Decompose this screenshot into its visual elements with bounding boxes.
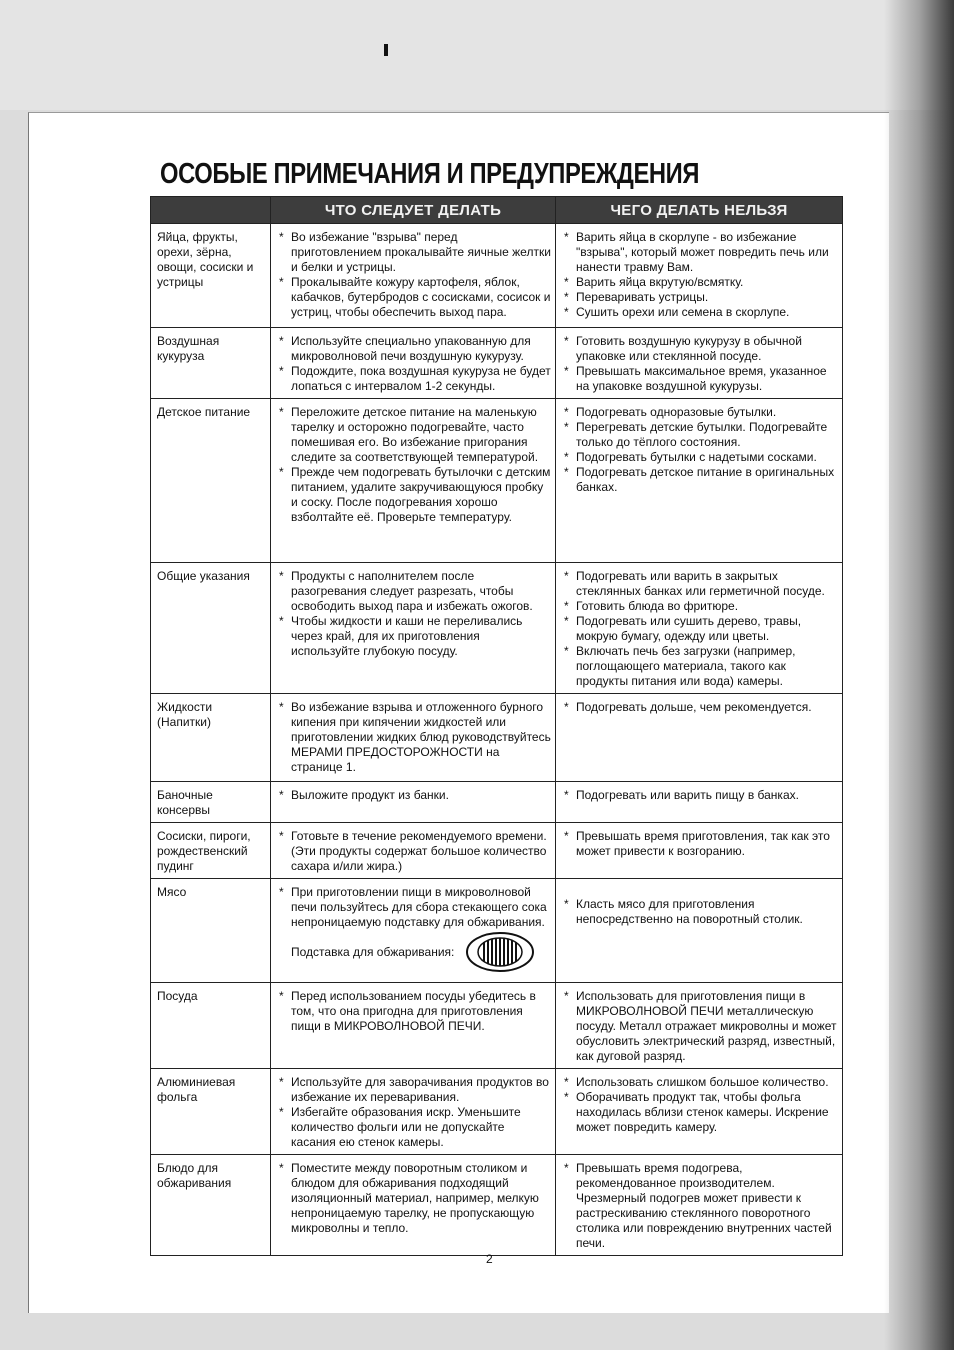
dont-cell [556, 399, 843, 563]
roasting-stand-icon [464, 930, 536, 974]
table-row [151, 328, 843, 399]
do-cell [271, 1069, 556, 1155]
do-cell [271, 399, 556, 563]
table-row [151, 879, 843, 983]
do-item: * Избегайте образования искр. Уменьшите количество фольги или не допускайте касания ею стенок камеры. [277, 1105, 551, 1150]
scan-mark [384, 44, 388, 56]
do-item: * Выложите продукт из банки. [277, 788, 551, 803]
dont-item: * Переваривать устрицы. [562, 290, 838, 305]
do-item: * Используйте для заворачивания продуктов во избежание их переваривания. [277, 1075, 551, 1105]
do-item: * Прокалывайте кожуру картофеля, яблок, кабачков, бутербродов с сосисками, сосисок и устриц, чтобы обеспечить выход пара. [277, 275, 551, 320]
table-row [151, 224, 843, 328]
do-cell [271, 879, 556, 983]
header-dont: ЧЕГО ДЕЛАТЬ НЕЛЬЗЯ [556, 197, 843, 224]
do-item: * Подождите, пока воздушная кукуруза не будет лопаться с интервалом 1-2 секунды. [277, 364, 551, 394]
table-row [151, 1069, 843, 1155]
dont-item: * Подогревать или сушить дерево, травы, мокрую бумагу, одежду или цветы. [562, 614, 838, 644]
do-item: * Продукты с наполнителем после разогревания следует разрезать, чтобы освободить выход пара и избежать ожогов. [277, 569, 551, 614]
scan-background-top [0, 0, 954, 110]
notes-table [150, 196, 843, 1256]
row-category: Мясо [151, 879, 271, 983]
do-cell [271, 782, 556, 823]
do-item: * Перед использованием посуды убедитесь в том, что она пригодна для приготовления пищи в МИКРОВОЛНОВОЙ ПЕЧИ. [277, 989, 551, 1034]
dont-item: * Готовить блюда во фритюре. [562, 599, 838, 614]
table-row [151, 983, 843, 1069]
row-category: Посуда [151, 983, 271, 1069]
dont-item: * Подогревать бутылки с надетыми сосками. [562, 450, 838, 465]
dont-item: * Подогревать одноразовые бутылки. [562, 405, 838, 420]
table-row [151, 563, 843, 694]
dont-item: * Варить яйца в скорлупе - во избежание "взрыва", который может повредить печь или нанести травму Вам. [562, 230, 838, 275]
dont-item: * Оборачивать продукт так, чтобы фольга находилась вблизи стенок камеры. Искрение может повредить камеру. [562, 1090, 838, 1135]
do-item: * Переложите детское питание на маленькую тарелку и осторожно подогревайте, часто помешивая его. Во избежание пригорания следите за соответствующей температурой. [277, 405, 551, 465]
dont-item: * Готовить воздушную кукурузу в обычной упаковке или стеклянной посуде. [562, 334, 838, 364]
page-number: 2 [486, 1252, 493, 1266]
dont-item: * Подогревать или варить пищу в банках. [562, 788, 838, 803]
header-do: ЧТО СЛЕДУЕТ ДЕЛАТЬ [271, 197, 556, 224]
do-cell [271, 983, 556, 1069]
dont-cell [556, 1069, 843, 1155]
dont-item: * Перегревать детские бутылки. Подогревайте только до тёплого состояния. [562, 420, 838, 450]
stand-caption: Подставка для обжаривания: [291, 944, 455, 959]
dont-item: * Превышать время приготовления, так как это может привести к возгоранию. [562, 829, 838, 859]
do-item: * Прежде чем подогревать бутылочки с детским питанием, удалите закручивающуюся пробку и соску. После подогревания хорошо взболтайте её. Проверьте температуру. [277, 465, 551, 525]
table-row [151, 399, 843, 563]
do-cell [271, 823, 556, 879]
row-category: Баночные консервы [151, 782, 271, 823]
dont-cell [556, 1155, 843, 1256]
dont-item: * Использовать слишком большое количество. [562, 1075, 838, 1090]
dont-item: * Включать печь без загрузки (например, поглощающего материала, такого как продукты питания или вода) камеры. [562, 644, 838, 689]
row-category: Жидкости (Напитки) [151, 694, 271, 782]
dont-cell [556, 694, 843, 782]
dont-item: * Подогревать дольше, чем рекомендуется. [562, 700, 838, 715]
table-row [151, 782, 843, 823]
dont-cell [556, 879, 843, 983]
table-row [151, 694, 843, 782]
row-category: Сосиски, пироги, рождественский пудинг [151, 823, 271, 879]
dont-item: * Подогревать детское питание в оригинальных банках. [562, 465, 838, 495]
stand-caption-row [277, 930, 551, 974]
do-cell [271, 328, 556, 399]
dont-item: * Класть мясо для приготовления непосредственно на поворотный столик. [562, 897, 838, 927]
table-row [151, 823, 843, 879]
do-item: * Чтобы жидкости и каши не переливались через край, для их приготовления используйте глубокую посуду. [277, 614, 551, 659]
dont-item: * Подогревать или варить в закрытых стеклянных банках или герметичной посуде. [562, 569, 838, 599]
row-category: Блюдо для обжаривания [151, 1155, 271, 1256]
dont-item: * Варить яйца вкрутую/всмятку. [562, 275, 838, 290]
do-item: * При приготовлении пищи в микроволновой печи пользуйтесь для сбора стекающего сока непроницаемую подставку для обжаривания. [277, 885, 551, 930]
row-category: Общие указания [151, 563, 271, 694]
table-header-row [151, 197, 843, 224]
dont-cell [556, 328, 843, 399]
do-cell [271, 694, 556, 782]
do-cell [271, 563, 556, 694]
dont-item: * Превышать время подогрева, рекомендованное производителем. Чрезмерный подогрев может привести к растрескиванию стеклянного поворотного столика или повреждению внутренних частей печи. [562, 1161, 838, 1251]
scan-shadow [884, 0, 954, 1350]
dont-item: * Сушить орехи или семена в скорлупе. [562, 305, 838, 320]
do-item: * Поместите между поворотным столиком и блюдом для обжаривания подходящий изоляционный материал, например, мелкую непроницаемую тарелку, не пропускающую микроволны и тепло. [277, 1161, 551, 1236]
page-title: ОСОБЫЕ ПРИМЕЧАНИЯ И ПРЕДУПРЕЖДЕНИЯ [160, 158, 700, 190]
dont-item: * Превышать максимальное время, указанное на упаковке воздушной кукурузы. [562, 364, 838, 394]
dont-cell [556, 782, 843, 823]
do-item: * Используйте специально упакованную для микроволновой печи воздушную кукурузу. [277, 334, 551, 364]
dont-cell [556, 983, 843, 1069]
row-category: Воздушная кукуруза [151, 328, 271, 399]
dont-cell [556, 823, 843, 879]
table-row [151, 1155, 843, 1256]
do-item: * Во избежание взрыва и отложенного бурного кипения при кипячении жидкостей или приготовлении жидких блюд руководствуйтесь МЕРАМИ ПРЕДОСТОРОЖНОСТИ на странице 1. [277, 700, 551, 775]
header-category [151, 197, 271, 224]
row-category: Яйца, фрукты, орехи, зёрна, овощи, сосиски и устрицы [151, 224, 271, 328]
do-item: * Во избежание "взрыва" перед приготовлением прокалывайте яичные желтки и белки и устрицы. [277, 230, 551, 275]
do-item: * Готовьте в течение рекомендуемого времени. (Эти продукты содержат большое количество сахара и/или жира.) [277, 829, 551, 874]
do-cell [271, 224, 556, 328]
dont-cell [556, 224, 843, 328]
dont-cell [556, 563, 843, 694]
do-cell [271, 1155, 556, 1256]
row-category: Детское питание [151, 399, 271, 563]
dont-item: * Использовать для приготовления пищи в МИКРОВОЛНОВОЙ ПЕЧИ металлическую посуду. Металл отражает микроволны и может обусловить электрический разряд, известный, как дуговой разряд. [562, 989, 838, 1064]
row-category: Алюминиевая фольга [151, 1069, 271, 1155]
